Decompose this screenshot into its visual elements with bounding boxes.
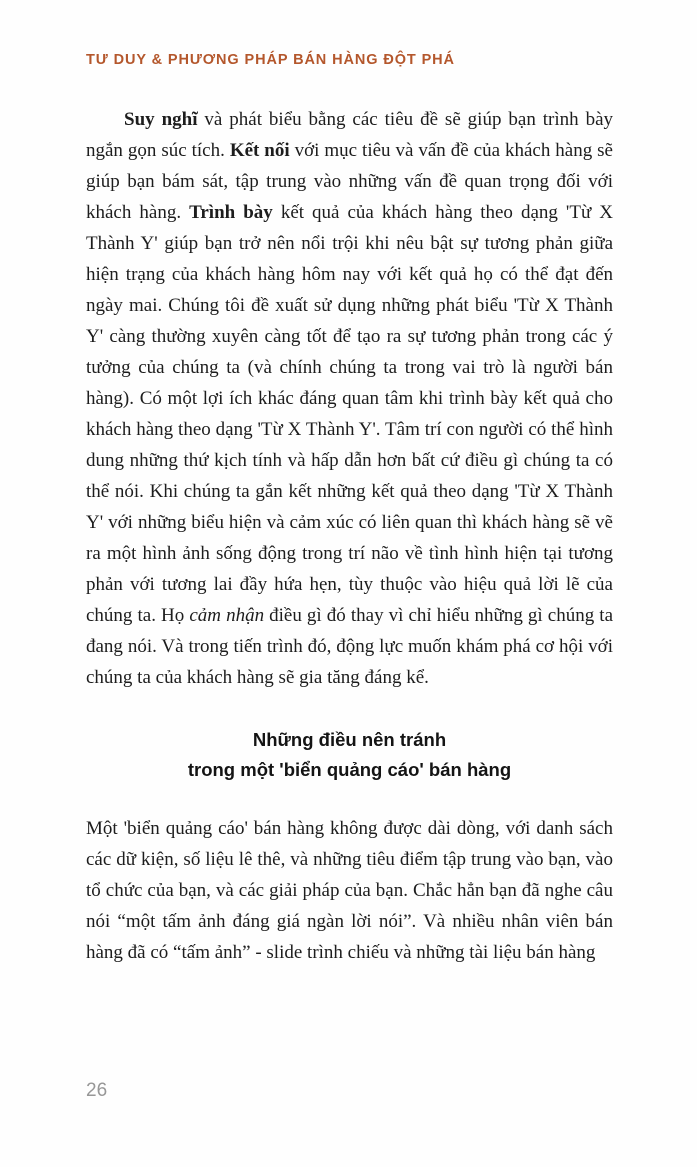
text-segment: với mục tiêu và vấn đề của khách hàng sẽ giúp bạn bám sát, tập trung vào những vấn đề quan trọng đối với khách hàng. xyxy=(86,140,613,223)
text-segment: kết quả của khách hàng theo dạng 'Từ X Thành Y' giúp bạn trở nên nổi trội khi nêu bật sự tương phản giữa hiện trạng của khách hàng hôm nay với kết quả họ có thể đạt đến ngày mai. Chúng tôi đề xuất sử dụng những phát biểu 'Từ X Thành Y' càng thường xuyên càng tốt để tạo ra sự tương phản trong các ý tưởng của chúng ta (và chính chúng ta trong vai trò là người bán hàng). Có một lợi ích khác đáng quan tâm khi trình bày kết quả cho khách hàng theo dạng 'Từ X Thành Y'. Tâm trí con người có thể hình dung những thứ kịch tính và hấp dẫn hơn bất cứ điều gì chúng ta có thể nói. Khi chúng ta gắn kết những kết quả theo dạng 'Từ X Thành Y' với những biểu hiện và cảm xúc có liên quan thì khách hàng sẽ vẽ ra một hình ảnh sống động trong trí não về tình hình hiện tại tương phản với tương lai đầy hứa hẹn, tùy thuộc vào hiệu quả lời lẽ của chúng ta. Họ xyxy=(86,202,613,626)
text-segment: Kết nối xyxy=(229,140,290,161)
body-paragraph: Một 'biển quảng cáo' bán hàng không được dài dòng, với danh sách các dữ kiện, số liệu lê thê, và những tiêu điểm tập trung vào bạn, vào tổ chức của bạn, và các giải pháp của bạn. Chắc hẳn bạn đã nghe câu nói “một tấm ảnh đáng giá ngàn lời nói”. Và nhiều nhân viên bán hàng đã có “tấm ảnh” - slide trình chiếu và những tài liệu bán hàng xyxy=(86,818,613,963)
page-number: 26 xyxy=(86,1080,108,1101)
section-heading-line: trong một 'biển quảng cáo' bán hàng xyxy=(187,759,512,780)
running-header: TƯ DUY & PHƯƠNG PHÁP BÁN HÀNG ĐỘT PHÁ xyxy=(86,52,455,68)
text-segment: cảm nhận xyxy=(189,605,265,626)
text-segment: điều gì đó thay vì chỉ hiểu những gì chúng ta đang nói. Và trong tiến trình đó, động lực muốn khám phá cơ hội với chúng ta của khách hàng sẽ gia tăng đáng kể. xyxy=(86,605,613,688)
section-heading-line: Những điều nên tránh xyxy=(252,729,447,750)
page-content xyxy=(86,104,613,968)
text-segment: Suy nghĩ xyxy=(124,109,198,130)
text-segment: Trình bày xyxy=(189,202,273,223)
section-heading xyxy=(86,725,613,785)
body-paragraph xyxy=(86,104,613,693)
text-segment: và phát biểu bằng các tiêu đề sẽ giúp bạn trình bày ngắn gọn súc tích. xyxy=(86,109,614,161)
